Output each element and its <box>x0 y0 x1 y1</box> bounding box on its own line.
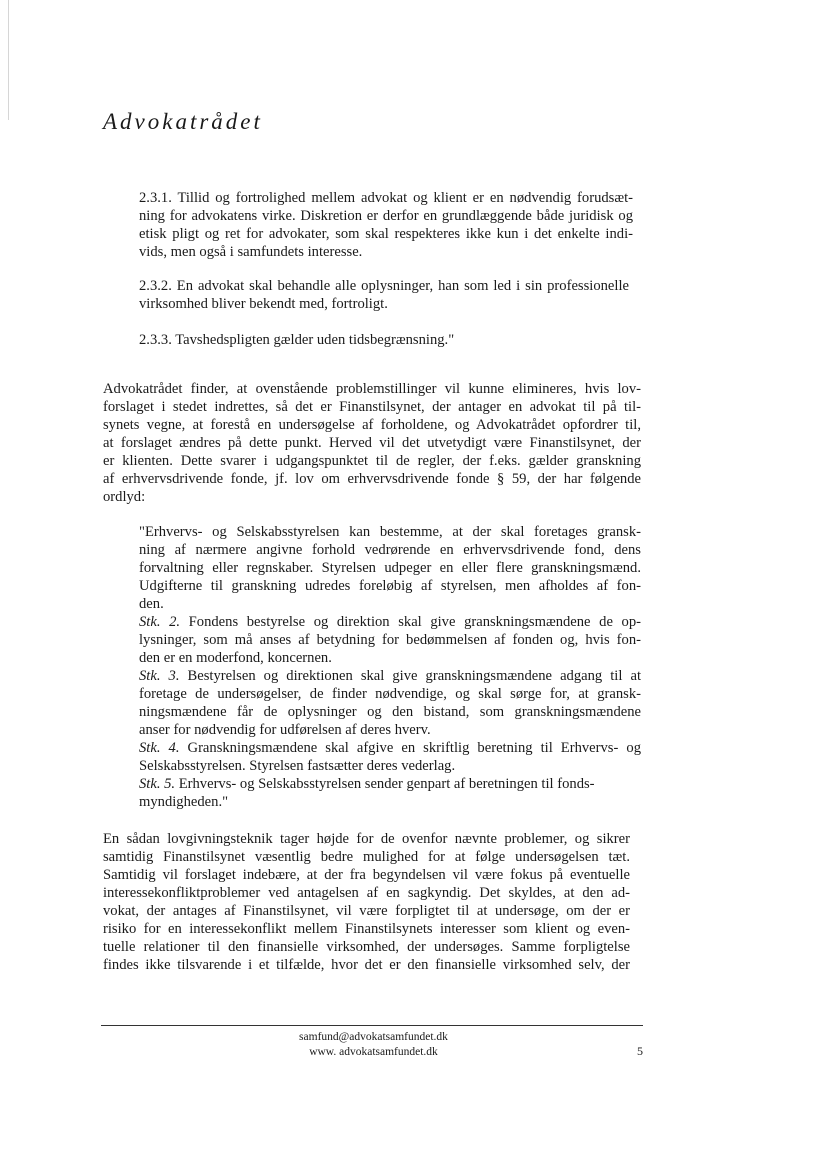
page-number: 5 <box>637 1044 643 1058</box>
page-heading: Advokatrådet <box>103 109 263 134</box>
text-line: den. <box>139 596 164 612</box>
text-line: tuelle relationer til den finansielle virksomhed, der undersøges. Samme forpligtelse <box>103 939 630 955</box>
footer-website: www. advokatsamfundet.dk <box>309 1046 438 1058</box>
text-line: lysninger, som må anses af betydning for bedømmelsen af fonden og, hvis fon- <box>139 632 641 648</box>
text-line: Samtidig vil forslaget indebære, at der fra begyndelsen vil være fokus på eventuelle <box>103 867 630 883</box>
text-line: forslaget i stedet indrettes, så det er Finanstilsynet, der antager en advokat til på til- <box>103 399 641 415</box>
text-line: 2.3.2. En advokat skal behandle alle oplysninger, han som led i sin professionelle <box>139 278 629 294</box>
text-line: vokat, der antages af Finanstilsynet, vil være forpligtet til at undersøge, om der er <box>103 903 630 919</box>
text-line: foretage de undersøgelser, de finder nødvendige, og skal sørge for, at gransk- <box>139 686 641 702</box>
text-line: Udgifterne til granskning udredes foreløbig af styrelsen, men afholdes af fon- <box>139 578 641 594</box>
text-line: anser for nødvendig for udførelsen af deres hverv. <box>139 722 431 738</box>
text-line: Stk. 2. Fondens bestyrelse og direktion skal give granskningsmændene de op- <box>139 614 641 630</box>
footer-divider <box>101 1025 643 1026</box>
statute-quote <box>139 523 641 811</box>
section-2-3-3 <box>139 331 633 349</box>
text-line: Stk. 5. Erhvervs- og Selskabsstyrelsen sender genpart af beretningen til fonds- <box>139 776 595 792</box>
text-line: ningsmændene får de oplysninger og den bistand, som granskningsmændene <box>139 704 641 720</box>
stk-3-label: Stk. 3. <box>139 668 180 684</box>
text-line: ning af nærmere angivne forhold vedrørende en erhvervsdrivende fond, dens <box>139 542 641 558</box>
text-line: at forslaget ændres på dette punkt. Herved vil det utvetydigt være Finanstilsynet, der <box>103 435 641 451</box>
text-line: forvaltning eller regnskaber. Styrelsen udpeger en eller flere granskningsmænd. <box>139 560 641 576</box>
body-paragraph-2 <box>103 830 630 974</box>
section-2-3-1 <box>139 189 633 261</box>
text-line: interessekonfliktproblemer ved antagelsen af en sagkyndig. Det skyldes, at den ad- <box>103 885 630 901</box>
text-line: ning for advokatens virke. Diskretion er derfor en grundlæggende både juridisk og <box>139 208 633 224</box>
text-line: den er en moderfond, koncernen. <box>139 650 332 666</box>
text-line: Stk. 4. Granskningsmændene skal afgive en skriftlig beretning til Erhvervs- og <box>139 740 641 756</box>
text-line: Selskabsstyrelsen. Styrelsen fastsætter deres vederlag. <box>139 758 456 774</box>
text-line: 2.3.3. Tavshedspligten gælder uden tidsbegrænsning." <box>139 332 455 348</box>
text-line: Advokatrådet finder, at ovenstående problemstillinger vil kunne elimineres, hvis lov- <box>103 381 641 397</box>
section-2-3-2 <box>139 277 629 313</box>
text-line: ordlyd: <box>103 489 146 505</box>
text-line: vids, men også i samfundets interesse. <box>139 244 363 260</box>
scan-edge-line <box>8 0 9 120</box>
text-line: Stk. 3. Bestyrelsen og direktionen skal give granskningsmændene adgang til at <box>139 668 641 684</box>
text-line: findes ikke tilsvarende i et tilfælde, hvor det er den finansielle virksomhed selv, der <box>103 957 630 973</box>
text-line: samtidig Finanstilsynet væsentlig bedre mulighed for at følge undersøgelsen tæt. <box>103 849 630 865</box>
footer-email: samfund@advokatsamfundet.dk <box>299 1031 448 1043</box>
text-line: myndigheden." <box>139 794 229 810</box>
stk-5-label: Stk. 5. <box>139 776 176 792</box>
text-line: risiko for en interessekonflikt mellem Finanstilsynets interesser som klient og even- <box>103 921 630 937</box>
text-line: virksomhed bliver bekendt med, fortroligt. <box>139 296 388 312</box>
stk-2-label: Stk. 2. <box>139 614 181 630</box>
text-line: 2.3.1. Tillid og fortrolighed mellem advokat og klient er en nødvendig forudsæt- <box>139 190 633 206</box>
body-paragraph-1 <box>103 380 641 506</box>
text-line: etisk pligt og ret for advokater, som skal respekteres ikke kun i det enkelte indi- <box>139 226 633 242</box>
stk-4-label: Stk. 4. <box>139 740 180 756</box>
text-line: "Erhvervs- og Selskabsstyrelsen kan bestemme, at der skal foretages gransk- <box>139 524 641 540</box>
text-line: er klienten. Dette svarer i udgangspunktet til de regler, der f.eks. gælder granskning <box>103 453 641 469</box>
text-line: En sådan lovgivningsteknik tager højde for de ovenfor nævnte problemer, og sikrer <box>103 831 630 847</box>
text-line: af erhvervsdrivende fonde, jf. lov om erhvervsdrivende fonde § 59, der har følgende <box>103 471 641 487</box>
text-line: synets vegne, at forestå en undersøgelse af forholdene, og Advokatrådet opfordrer til, <box>103 417 641 433</box>
